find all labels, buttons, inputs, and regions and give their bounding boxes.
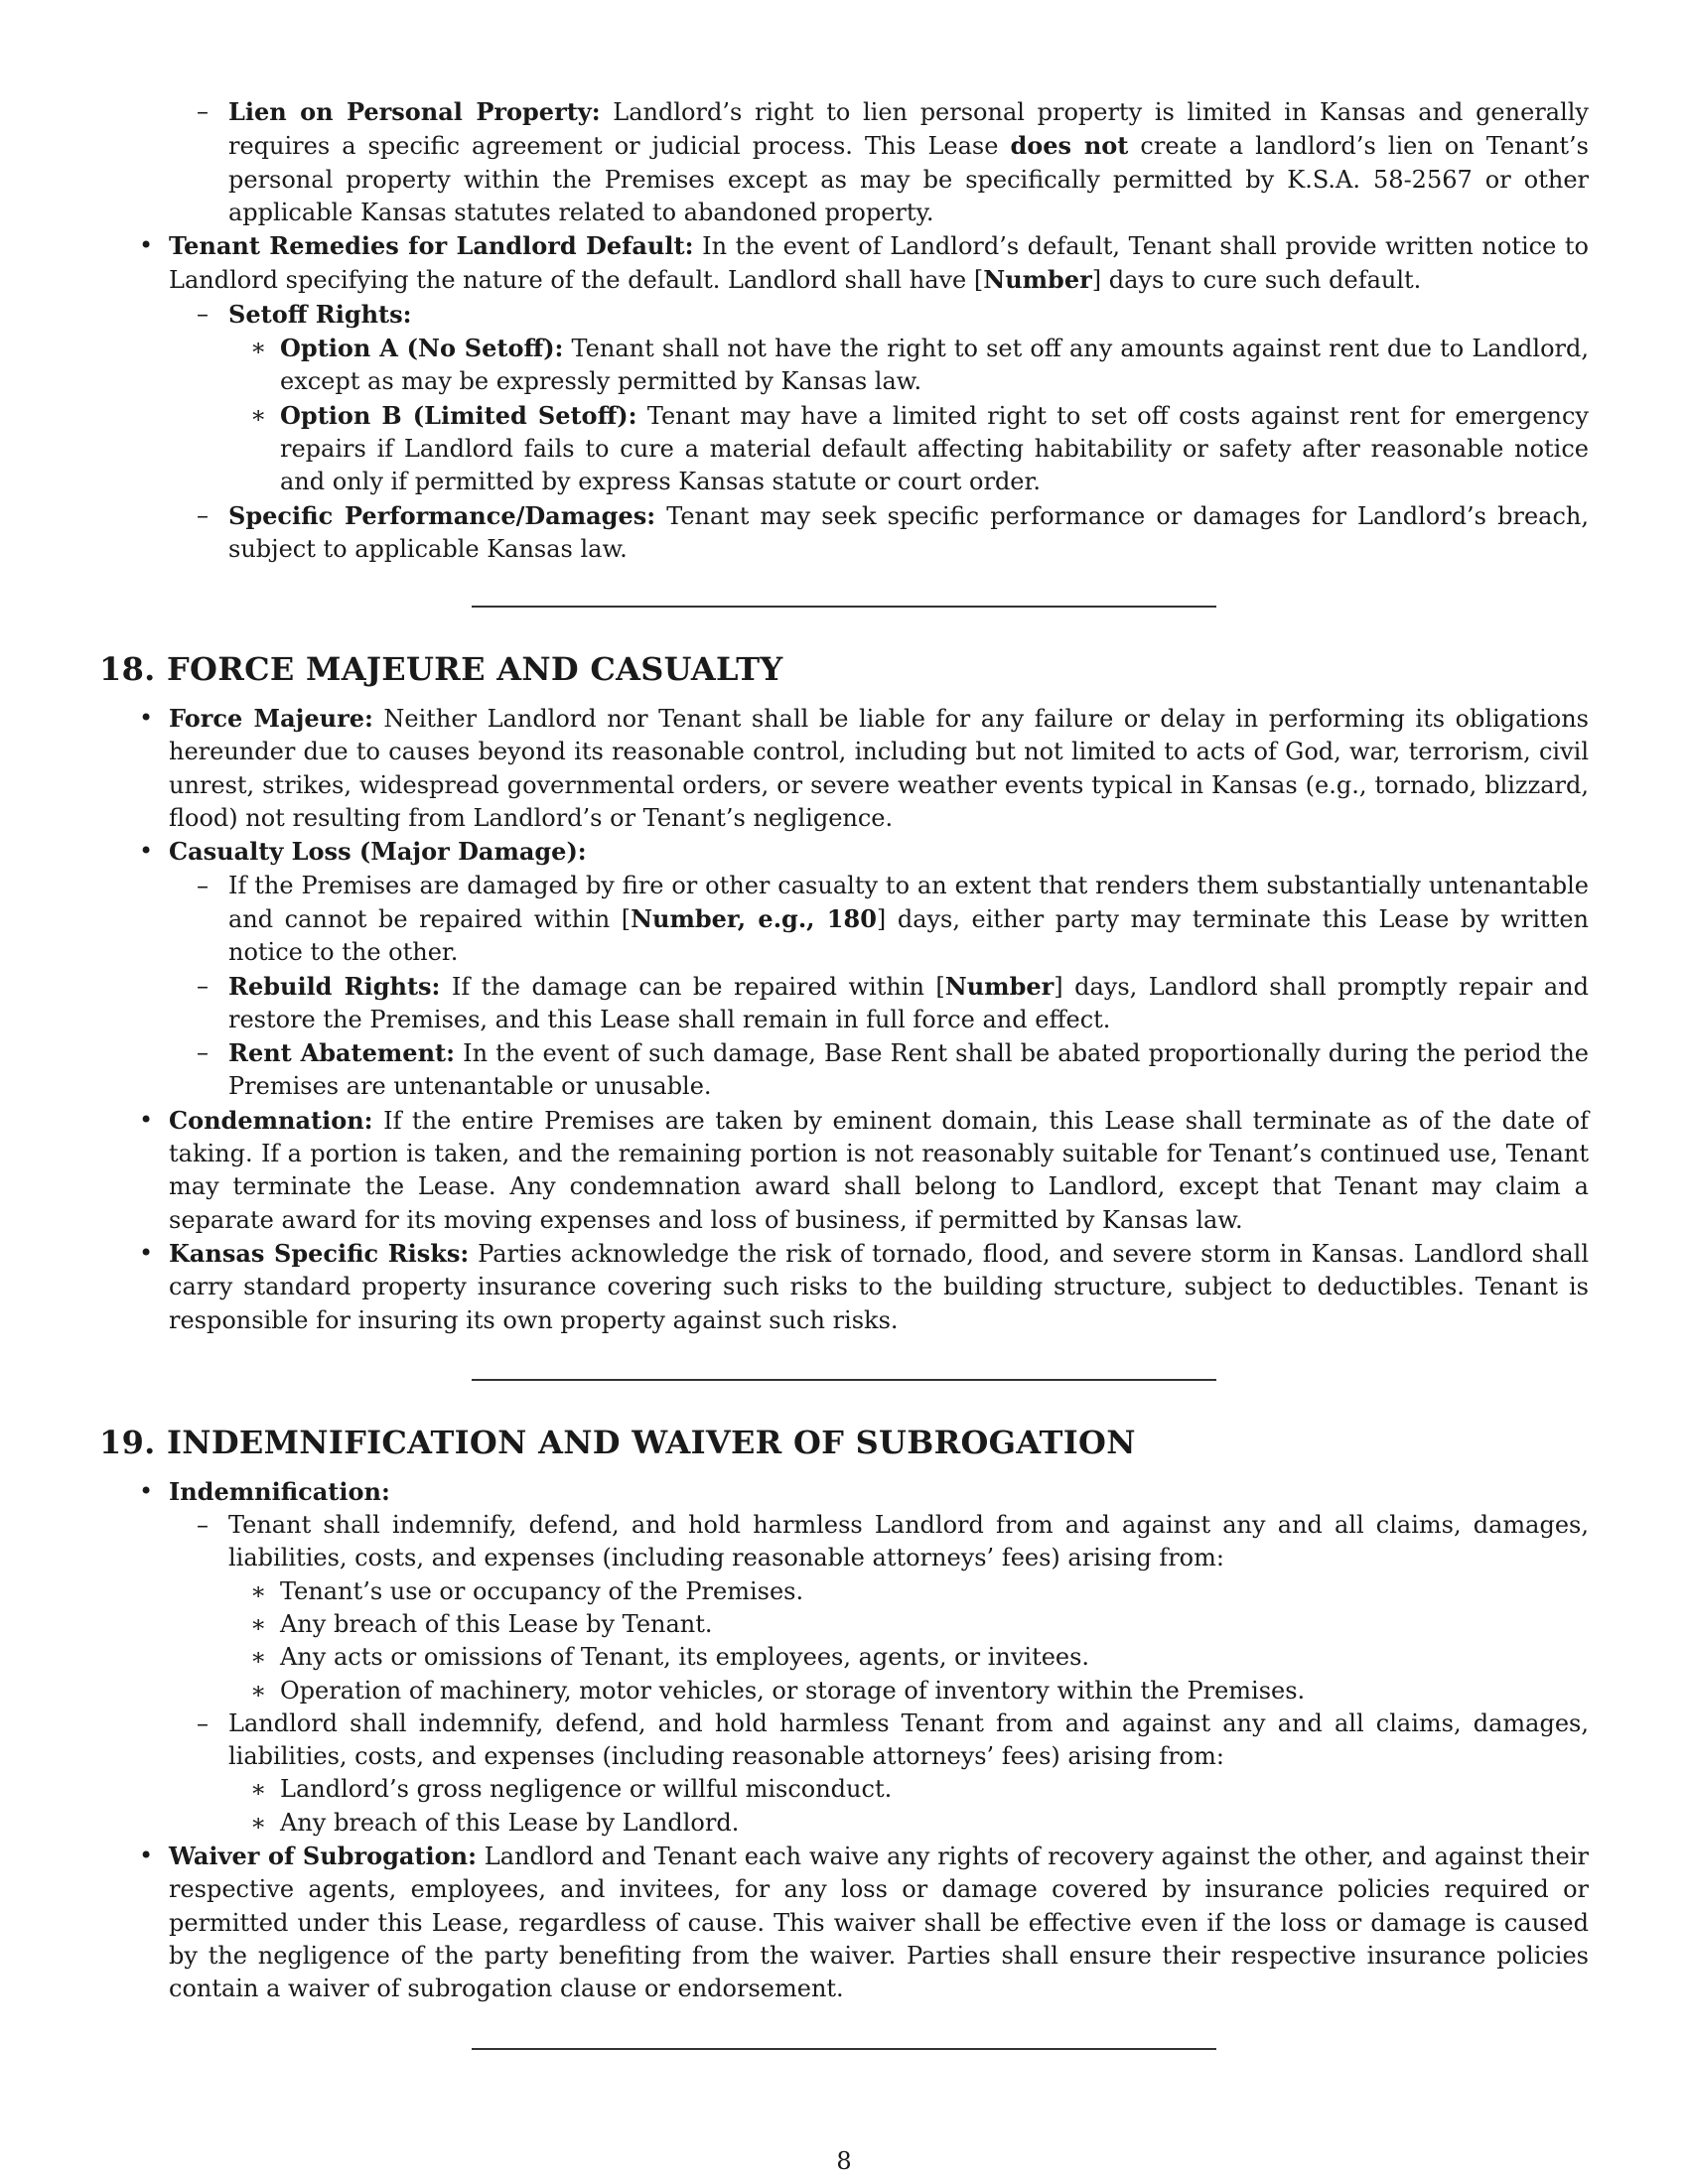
bullet-marker: • <box>139 837 154 866</box>
star-marker: ∗ <box>250 1576 267 1605</box>
landlord-clause-text: Any breach of this Lease by Landlord. <box>280 1808 740 1837</box>
list-item-landlord-clause <box>99 1807 1589 1840</box>
force-majeure-text: Neither Landlord nor Tenant shall be liable for any failure or delay in performing its obligations hereunder due to causes beyond its reasonable control, including but not limited to acts of God, war, terrorism, civil unrest, strikes, widespread governmental orders, or severe weather events typical in Kansas (e.g., tornado, blizzard, flood) not resulting from Landlord’s or Tenant’s negligence. <box>169 705 1589 833</box>
condemnation-label: Condemnation: <box>169 1105 373 1135</box>
option-a-label: Option A (No Setoff): <box>280 334 564 363</box>
list-item-tenant-clause <box>99 1608 1589 1641</box>
rent-abatement-label: Rent Abatement: <box>228 1038 455 1068</box>
section-19-heading: 19. INDEMNIFICATION AND WAIVER OF SUBROGATION <box>99 1423 1136 1461</box>
casualty-terminate-text-1: If the Premises are damaged by fire or other casualty to an extent that renders them substantially untenantable and cannot be repaired within [ <box>228 871 1589 933</box>
list-item-landlord-indemnify <box>99 1707 1589 1774</box>
section-divider <box>472 2048 1216 2050</box>
list-item-casualty-terminate <box>99 870 1589 970</box>
option-b-text: Tenant may have a limited right to set off costs against rent for emergency repairs if Landlord fails to cure a material default affecting habitability or safety after reasonable notice and only if permitted by express Kansas statute or court order. <box>280 401 1589 496</box>
dash-marker: – <box>197 500 209 529</box>
option-b-label: Option B (Limited Setoff): <box>280 400 637 430</box>
lien-text-1: Landlord’s right to lien personal property is limited in Kansas and generally requires a specific agreement or judicial process. This Lease <box>228 98 1589 161</box>
list-item-specific-performance <box>99 499 1589 567</box>
lien-label: Lien on Personal Property: <box>228 97 601 126</box>
landlord-clause-text: Landlord’s gross negligence or willful misconduct. <box>280 1775 893 1804</box>
casualty-terminate-placeholder: Number, e.g., 180 <box>631 903 877 933</box>
tenant-remedies-text-1: In the event of Landlord’s default, Tenant shall provide written notice to Landlord specifying the nature of the default. Landlord shall have [ <box>169 232 1589 295</box>
list-item-condemnation <box>99 1104 1589 1237</box>
list-item-casualty <box>99 835 1589 869</box>
bullet-marker: • <box>139 231 154 260</box>
list-item-lien <box>99 95 1589 229</box>
rebuild-text-1: If the damage can be repaired within [ <box>440 972 945 1001</box>
star-marker: ∗ <box>250 334 267 362</box>
tenant-remedies-text-2: ] days to cure such default. <box>1091 266 1422 295</box>
setoff-label: Setoff Rights: <box>228 299 412 329</box>
bullet-marker: • <box>139 1238 154 1267</box>
bullet-marker: • <box>139 1476 154 1505</box>
dash-marker: – <box>197 97 209 125</box>
tenant-remedies-label: Tenant Remedies for Landlord Default: <box>169 231 694 261</box>
list-item-setoff <box>99 298 1589 332</box>
list-item-tenant-clause <box>99 1675 1589 1707</box>
kansas-risks-text: Parties acknowledge the risk of tornado, flood, and severe storm in Kansas. Landlord shall carry standard property insurance covering such risks to the building structure, subject to deductibles. Tenant is responsible for insuring its own property against such risks. <box>169 1239 1589 1334</box>
tenant-clause-text: Any breach of this Lease by Tenant. <box>280 1609 713 1638</box>
section-18-heading: 18. FORCE MAJEURE AND CASUALTY <box>99 650 783 689</box>
bullet-marker: • <box>139 704 154 733</box>
option-a-text: Tenant shall not have the right to set off any amounts against rent due to Landlord, except as may be expressly permitted by Kansas law. <box>280 335 1589 396</box>
specific-performance-label: Specific Performance/Damages: <box>228 500 656 530</box>
lien-emphasis: does not <box>1010 131 1129 161</box>
lien-text-2: create a landlord’s lien on Tenant’s personal property within the Premises except as may be specifically permitted by K.S.A. 58-2567 or other applicable Kansas statutes related to abandoned property. <box>228 132 1589 226</box>
dash-marker: – <box>197 871 209 899</box>
star-marker: ∗ <box>250 1676 267 1705</box>
dash-marker: – <box>197 299 209 328</box>
star-marker: ∗ <box>250 400 267 429</box>
list-item-tenant-clause <box>99 1641 1589 1674</box>
tenant-clause-text: Tenant’s use or occupancy of the Premises. <box>280 1576 804 1605</box>
kansas-risks-label: Kansas Specific Risks: <box>169 1238 470 1268</box>
waiver-label: Waiver of Subrogation: <box>169 1842 477 1871</box>
casualty-label: Casualty Loss (Major Damage): <box>169 837 587 867</box>
list-item-indemnification <box>99 1475 1589 1509</box>
list-item-rent-abatement <box>99 1036 1589 1104</box>
rebuild-placeholder: Number <box>944 971 1055 1001</box>
indemnification-label: Indemnification: <box>169 1476 390 1506</box>
star-marker: ∗ <box>250 1775 267 1804</box>
bullet-marker: • <box>139 1105 154 1134</box>
rent-abatement-text: In the event of such damage, Base Rent shall be abated proportionally during the period the Premises are untenantable or unusable. <box>228 1039 1589 1101</box>
condemnation-text: If the entire Premises are taken by eminent domain, this Lease shall terminate as of the date of taking. If a portion is taken, and the remaining portion is not reasonably suitable for Tenant’s continued use, Tenant may terminate the Lease. Any condemnation award shall belong to Landlord, except that Tenant may claim a separate award for its moving expenses and loss of business, if permitted by Kansas law. <box>169 1106 1589 1234</box>
list-item-rebuild <box>99 970 1589 1037</box>
tenant-clause-text: Operation of machinery, motor vehicles, or storage of inventory within the Premises. <box>280 1676 1306 1705</box>
document-page <box>99 95 1589 2050</box>
waiver-text: Landlord and Tenant each waive any rights of recovery against the other, and against their respective agents, employees, and invitees, for any loss or damage covered by insurance policies required or permitted under this Lease, regardless of cause. This waiver shall be effective even if the loss or damage is caused by the negligence of the party benefiting from the waiver. Parties shall ensure their respective insurance policies contain a waiver of subrogation clause or endorsement. <box>169 1843 1589 2003</box>
tenant-remedies-placeholder: Number <box>983 265 1092 295</box>
specific-performance-text: Tenant may seek specific performance or damages for Landlord’s breach, subject to applicable Kansas law. <box>228 501 1589 563</box>
landlord-indemnify-text: Landlord shall indemnify, defend, and hold harmless Tenant from and against any and all claims, damages, liabilities, costs, and expenses (including reasonable attorneys’ fees) arising from: <box>228 1708 1589 1771</box>
section-divider <box>472 1379 1216 1381</box>
tenant-clause-text: Any acts or omissions of Tenant, its employees, agents, or invitees. <box>280 1643 1090 1672</box>
list-item-option-b <box>99 399 1589 499</box>
star-marker: ∗ <box>250 1609 267 1638</box>
dash-marker: – <box>197 1708 209 1737</box>
force-majeure-label: Force Majeure: <box>169 704 373 734</box>
list-item-tenant-clause <box>99 1575 1589 1608</box>
dash-marker: – <box>197 1511 209 1540</box>
star-marker: ∗ <box>250 1643 267 1672</box>
dash-marker: – <box>197 971 209 1000</box>
list-item-tenant-remedies <box>99 229 1589 298</box>
list-item-tenant-indemnify <box>99 1509 1589 1575</box>
list-item-landlord-clause <box>99 1773 1589 1806</box>
tenant-indemnify-text: Tenant shall indemnify, defend, and hold harmless Landlord from and against any and all claims, damages, liabilities, costs, and expenses (including reasonable attorneys’ fees) arising from: <box>228 1511 1589 1572</box>
list-item-force-majeure <box>99 702 1589 835</box>
star-marker: ∗ <box>250 1808 267 1837</box>
rebuild-label: Rebuild Rights: <box>228 971 441 1001</box>
page-number: 8 <box>836 2147 852 2175</box>
bullet-marker: • <box>139 1842 154 1870</box>
list-item-option-a <box>99 332 1589 399</box>
list-item-kansas-risks <box>99 1237 1589 1337</box>
dash-marker: – <box>197 1038 209 1067</box>
list-item-waiver <box>99 1840 1589 2005</box>
rebuild-text-2: ] days, Landlord shall promptly repair and restore the Premises, and this Lease shall remain in full force and effect. <box>228 972 1589 1033</box>
casualty-terminate-text-2: ] days, either party may terminate this Lease by written notice to the other. <box>228 904 1589 967</box>
section-divider <box>472 606 1216 608</box>
